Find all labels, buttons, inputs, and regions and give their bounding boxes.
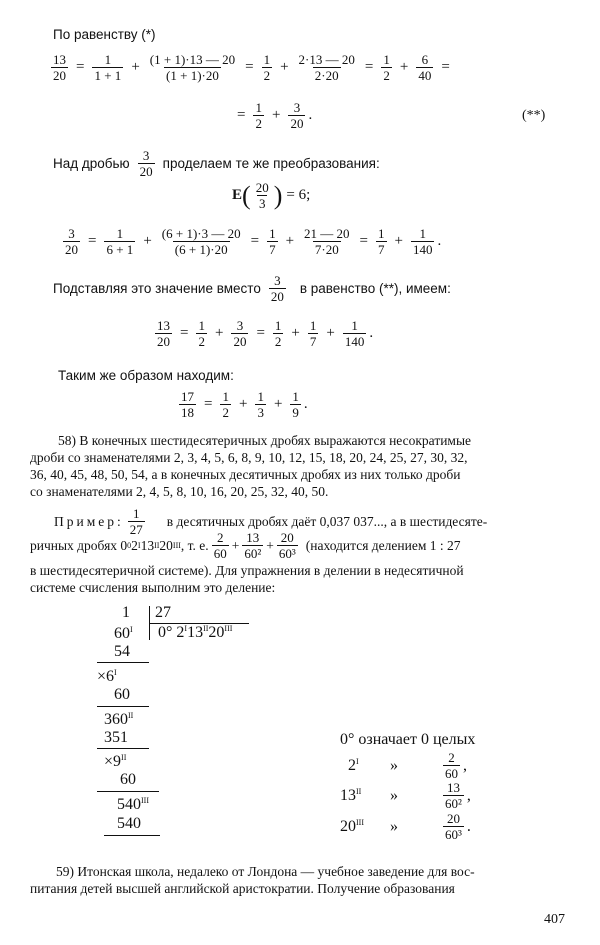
fraction [381,52,392,83]
denominator: 3 [258,196,266,211]
denominator: 2 [198,334,205,349]
text: 0° 2 [158,624,185,641]
numerator: 2 [216,530,224,545]
superscript: II [128,711,134,720]
fraction [138,148,155,179]
superscript: II [154,541,160,550]
fraction [92,52,123,83]
numerator: 13 [446,780,460,795]
numerator: 20 [446,811,460,826]
division-row-2: 54 [114,643,130,660]
fraction [273,318,284,349]
denominator: 7 [269,242,276,257]
fraction [376,226,387,257]
division-line [97,791,159,792]
fraction [51,52,68,83]
paragraph-58-line-1: 58) В конечных шестидесятеричных дробях выражаются несократимые [58,433,472,448]
ditto-mark: » [390,786,398,804]
denominator: 140 [412,242,433,257]
text: проделаем те же преобразования: [162,156,380,171]
text: 360 [104,711,128,728]
division-row-9 [117,796,149,814]
denominator: 20 [65,242,78,257]
numerator: (1 + 1)·13 — 20 [149,52,236,67]
text: = 6; [286,187,311,203]
numerator: 13 [53,52,66,67]
division-row-3 [97,668,117,686]
numerator: 3 [236,318,244,333]
denominator: 40 [418,68,432,83]
denominator: 20 [233,334,247,349]
numerator: 3 [293,100,301,115]
equation-1: $\frac{13}{20}$ = $\frac{1}{1 + 1}$ + $\frac{(1 + 1)\cdot 13 — 20}{(1 + 1)\cdot 20}$ = $\frac{1}{2}$ + $\frac{2\cdot 13 — 20}{2\cdot 20}$ = $\frac{1}{2}$ + $\frac{6}{40}$ = [53,52,450,83]
text: в равенство (**), имеем: [299,281,451,296]
paragraph-59-line-1: 59) Итонская школа, недалеко от Лондона — учебное заведение для вос- [56,864,475,879]
page-number: 407 [544,912,565,927]
denominator: 3 [257,405,264,420]
text: 13 [187,624,204,641]
fraction [148,52,237,83]
denominator: 2 [274,334,282,349]
fraction [155,318,172,349]
division-row-10: 540 [117,815,141,832]
text: 2 [131,537,138,553]
equation-4: $\frac{3}{20}$ = $\frac{1}{6 + 1}$ + $\frac{(6 + 1)\cdot 3 — 20}{(6 + 1)\cdot 20}$ = $\frac{1}{7}$ + $\frac{21 — 20}{7\cdot 20}$ = $\frac{1}{7}$ + $\frac{1}{140}$ . [65,226,442,257]
text: 6 [106,668,115,685]
intro-line-3 [53,273,451,304]
intro-line-4: Таким же образом находим: [58,368,234,383]
numerator: 2·13 — 20 [298,52,355,67]
superscript: III [224,624,233,633]
denominator: 18 [181,405,194,420]
division-row-1 [114,625,133,643]
intro-line-1: По равенству (*) [53,27,156,42]
denominator: 60² [445,796,462,811]
fraction [443,750,460,781]
division-dividend: 1 [122,604,130,621]
denominator: (6 + 1)·20 [174,242,228,257]
text: в десятичных дробях даёт 0,037 037..., а в шестидесяте- [166,513,488,529]
ditto-mark: » [390,756,398,774]
text: 60 [114,625,130,642]
fraction [288,100,305,131]
fraction [220,389,231,420]
superscript: II [356,786,362,796]
example-label: Пример: [54,513,124,529]
fraction [277,530,298,561]
superscript: I [130,625,133,634]
numerator: 1 [255,100,262,115]
numerator: 1 [274,318,282,333]
fraction [308,318,319,349]
fraction [104,226,135,257]
division-row-7 [104,753,126,771]
denominator: 20 [157,334,170,349]
denominator: 20 [139,164,153,179]
division-line [104,835,160,836]
denominator: 27 [129,522,143,537]
fraction [269,273,286,304]
numerator: 1 [116,226,124,241]
text: 9 [113,753,122,770]
example-line-3: в шестидесятеричной системе). Для упражнения в делении в недесятичной [30,563,464,578]
paragraph-58-line-3: 36, 40, 45, 48, 50, 54, а в конечных десятичных дробях из них только дроби [30,467,461,482]
division-row-6: 351 [104,729,128,746]
fraction [196,318,207,349]
denominator: 2·20 [314,68,339,83]
numerator: 1 [419,226,426,241]
fraction [343,318,367,349]
numerator: 21 — 20 [304,226,350,241]
fraction [63,226,80,257]
punctuation: , [466,786,471,804]
superscript: III [172,541,181,550]
superscript: 0 [127,541,132,550]
legend-row [340,811,471,842]
fraction [411,226,435,257]
text: Подставляя это значение вместо [53,281,261,296]
denominator: 1 + 1 [94,68,122,83]
numerator: 1 [378,226,385,241]
superscript: I [114,668,117,677]
numerator: (6 + 1)·3 — 20 [161,226,241,241]
text: , т. е. [180,537,209,553]
fraction [443,811,464,842]
numerator: 1 [222,389,229,404]
superscript: I [137,541,141,550]
numerator: 1 [257,389,264,404]
denominator: 60 [445,766,458,781]
intro-line-2 [53,148,380,179]
division-quotient [158,624,232,642]
numerator: 20 [255,180,269,195]
fraction [179,389,196,420]
entier-symbol: E [232,187,243,203]
numerator: 1 [383,52,390,67]
numerator: 3 [68,226,75,241]
superscript: I [184,624,188,633]
denominator: 60³ [445,827,462,842]
numerator: 2 [448,750,455,765]
fraction [254,180,271,211]
denominator: 60² [244,546,262,561]
digit: 2 [348,756,356,774]
numerator: 1 [309,318,317,333]
digit: 13 [340,786,356,804]
numerator: 3 [142,148,150,163]
fraction [160,226,243,257]
legend-title: 0° означает 0 целых [340,731,476,748]
text: ричных дробях 0 [30,537,128,553]
text: (находится делением 1 : 27 [305,537,461,553]
numerator: 6 [421,52,429,67]
denominator: 6 + 1 [106,242,134,257]
denominator: 20 [270,289,284,304]
numerator: 13 [157,318,170,333]
numerator: 17 [181,389,194,404]
numerator: 1 [263,52,271,67]
numerator: 20 [280,530,294,545]
fraction [255,389,266,420]
ditto-mark: » [390,817,398,835]
numerator: 3 [274,273,281,288]
fraction [253,100,264,131]
paragraph-58-line-4: со знаменателями 2, 4, 5, 8, 10, 16, 20, 25, 32, 40, 50. [30,484,329,499]
denominator: 7 [378,242,385,257]
fraction [267,226,278,257]
text: 540 [117,796,141,813]
numerator: 1 [351,318,358,333]
punctuation: . [466,817,471,835]
denominator: 2 [255,116,262,131]
numerator: 1 [133,506,140,521]
denominator: 7·20 [314,242,339,257]
fraction [443,780,464,811]
division-line [97,706,149,707]
equation-2: = $\frac{1}{2}$ + $\frac{3}{20}$ . [237,100,313,131]
denominator: 60 [213,546,227,561]
superscript: III [141,796,149,805]
fraction [416,52,433,83]
equation-6: $\frac{17}{18}$ = $\frac{1}{2}$ + $\frac{1}{3}$ + $\frac{1}{9}$ . [181,389,308,420]
numerator: 1 [292,389,299,404]
text: 20 [208,624,225,641]
text: 13 [140,537,155,553]
fraction [262,52,273,83]
denominator: 60³ [278,546,296,561]
denominator: 2 [263,68,271,83]
equation-3: E ( $\frac{20}{3}$ ) = 6; [232,180,311,211]
denominator: 7 [309,334,317,349]
paragraph-59-line-2: питания детей высшей английской аристократии. Получение образования [30,881,455,896]
fraction [302,226,352,257]
equation-tag: (**) [522,108,546,123]
denominator: 2 [222,405,229,420]
equation-5: $\frac{13}{20}$ = $\frac{1}{2}$ + $\frac{3}{20}$ = $\frac{1}{2}$ + $\frac{1}{7}$ + $\frac{1}{140}$ . [157,318,374,349]
multiply-sign: × [104,753,114,770]
superscript: I [356,756,359,766]
division-row-4: 60 [114,686,130,703]
numerator: 1 [104,52,112,67]
denominator: 140 [344,334,365,349]
denominator: 2 [383,68,390,83]
division-line [97,662,149,663]
legend-row [340,780,471,811]
denominator: 20 [290,116,304,131]
division-row-8: 60 [120,771,136,788]
numerator: 1 [198,318,205,333]
superscript: II [121,753,127,762]
denominator: (1 + 1)·20 [166,68,219,83]
superscript: II [203,624,209,633]
division-row-5 [104,711,133,729]
paragraph-58-line-2: дроби со знаменателями 2, 3, 4, 5, 6, 8, 9, 10, 12, 15, 18, 20, 24, 25, 27, 30, 32, [30,450,468,465]
fraction [212,530,229,561]
fraction [290,389,301,420]
denominator: 20 [53,68,66,83]
numerator: 1 [269,226,276,241]
numerator: 13 [246,530,260,545]
denominator: 9 [292,405,299,420]
division-line [97,748,149,749]
legend-row [348,750,467,781]
text: Над дробью [53,156,130,171]
fraction [242,530,263,561]
fraction [231,318,248,349]
fraction [297,52,357,83]
division-divisor: 27 [155,604,171,621]
multiply-sign: × [97,668,107,685]
text: 20 [159,537,173,553]
punctuation: , [463,756,467,774]
digit: 20 [340,817,356,835]
superscript: III [356,817,364,827]
example-line-2: ричных дробях 0 0 2 I 13 II 20 III , т. е. $\frac{2}{60}$ + $\frac{13}{\text{60²}}$ + $\frac{20}{\text{60³}}$ (находится делением 1 : 27 [30,530,461,561]
example-line-4: системе счисления выполним это деление: [30,580,276,595]
